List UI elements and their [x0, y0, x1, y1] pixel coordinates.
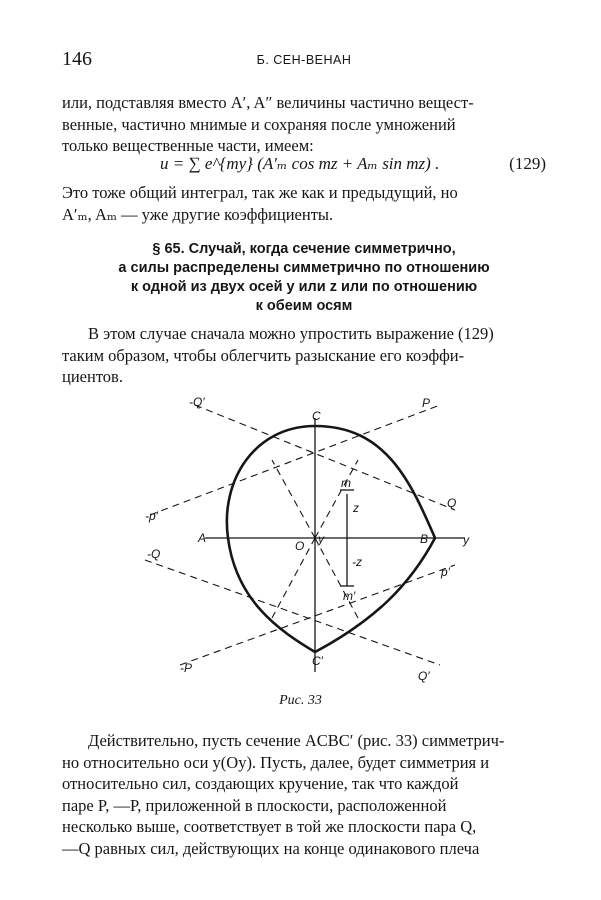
text-line: венные, частично мнимые и сохраняя после умножений: [62, 114, 456, 134]
label-c-prime: C′: [312, 654, 323, 668]
label-p-prime: p′: [441, 565, 450, 579]
text-line: таким образом, чтобы облегчить разыскание его коэффи-: [62, 345, 465, 365]
heading-line: к одной из двух осей y или z или по отношению: [130, 279, 478, 295]
equation-129: [62, 154, 546, 178]
paragraph-3: [62, 323, 546, 388]
heading-line: а силы распределены симметрично по отношению: [118, 260, 490, 276]
label-minus-q: -Q: [147, 547, 161, 561]
heading-line: § 65. Случай, когда сечение симметрично,: [152, 241, 456, 257]
label-minus-z: -z: [352, 555, 362, 569]
label-m-prime: m′: [343, 589, 356, 603]
text-line: относительно сил, создающих кручение, так что каждой: [62, 774, 459, 793]
dashed-line-q-minus-to-q-prime: [145, 560, 440, 665]
dashed-line-p-minus-to-p: [150, 405, 440, 515]
text-line: но относительно оси y(Oy). Пусть, далее, будет симметрия и: [62, 752, 490, 772]
label-o: O: [295, 539, 305, 553]
dashed-line-ray-4: [315, 538, 358, 618]
text-line: Действительно, пусть сечение ACBC′ (рис. 33) симметрич-: [88, 731, 505, 750]
figure-33: [0, 385, 601, 690]
text-line: или, подставляя вместо A′, A″ величины частично вещест-: [62, 93, 474, 112]
page-number: 146: [62, 48, 92, 70]
text-line: —Q равных сил, действующих на конце одинакового плеча: [62, 838, 480, 858]
label-m: m: [341, 476, 351, 490]
figure-labels: [145, 395, 470, 683]
label-c: C: [312, 409, 321, 423]
paragraph-1: [62, 92, 546, 157]
running-title: Б. СЕН-ВЕНАН: [256, 53, 352, 67]
label-b: B: [420, 532, 429, 546]
equation-number: (129): [509, 154, 546, 173]
paragraph-2: [62, 182, 546, 225]
label-a: A: [198, 531, 207, 545]
heading-line: к обеим осям: [255, 298, 353, 314]
text-line: только вещественные части, имеем:: [62, 136, 314, 155]
label-q-double-prime: Q′: [418, 669, 430, 683]
text-line: В этом случае сначала можно упростить выражение (129): [88, 324, 494, 343]
label-q: Q: [447, 496, 457, 510]
dashed-line-ray-2: [315, 460, 358, 538]
figure-caption: Рис. 33: [279, 693, 322, 708]
label-minus-p-prime: -p′: [145, 509, 158, 523]
equation-expression: u = ∑ e^{my} (A′ₘ cos mz + Aₘ sin mz) .: [160, 154, 440, 173]
label-y-axis: y: [463, 533, 469, 547]
section-heading: [62, 240, 546, 316]
dashed-line-ray-3: [272, 538, 315, 618]
label-z: z: [353, 501, 359, 515]
label-q-prime: -Q′: [189, 395, 205, 409]
text-line: паре P, —P, приложенной в плоскости, расположенной: [62, 795, 447, 815]
dashed-line-ray-1: [272, 460, 315, 538]
label-p: P: [422, 396, 431, 410]
text-line: Это тоже общий интеграл, так же как и предыдущий, но: [62, 183, 458, 202]
text-line: A′ₘ, Aₘ — уже другие коэффициенты.: [62, 204, 334, 224]
page-header: [62, 48, 546, 76]
paragraph-4: [62, 730, 546, 859]
label-minus-p: -P: [180, 661, 192, 675]
text-line: несколько выше, соответствует в той же плоскости пара Q,: [62, 817, 477, 836]
label-y-origin: y: [318, 532, 324, 546]
text-line: циентов.: [62, 367, 123, 386]
